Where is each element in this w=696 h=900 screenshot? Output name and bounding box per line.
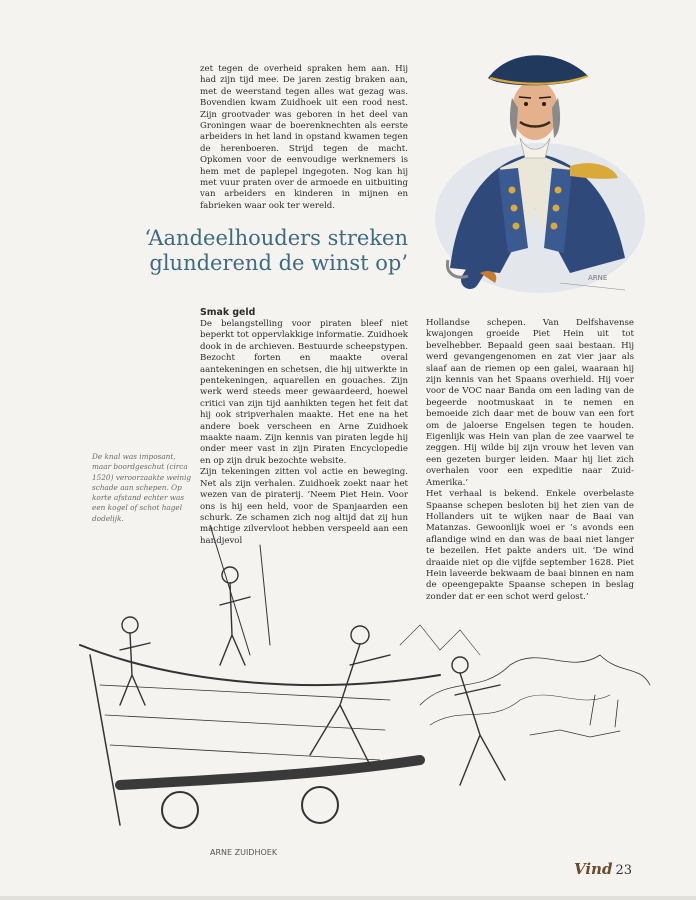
pull-quote-line-1: ‘Aandeelhouders streken [144, 226, 408, 250]
bottom-rule [0, 896, 696, 900]
pull-quote-line-2: glunderend de winst op’ [149, 251, 408, 275]
body-column-left [200, 307, 408, 547]
section-heading: Smak geld [200, 307, 256, 318]
body-paragraph: Zijn tekeningen zitten vol actie en beweging. Net als zijn verhalen. Zuidhoek zoekt naar het wezen van de piraterij. ‘Neem Piet Hein. Voor ons is hij een held, voor de Spanjaarden een schurk. Ze schamen zich nog altijd dat zij hun machtige zilvervloot hebben verspeeld aan een handjevol [200, 467, 408, 546]
image-caption: De knal was imposant, maar boordgeschut (circa 1520) veroorzaakte weinig schade aan schepen. Op korte afstand echter was een kogel of schot hagel dodelijk. [92, 452, 192, 523]
battle-signature: ARNE ZUIDHOEK [210, 848, 278, 857]
portrait-signature: ARNE [588, 274, 608, 282]
page-number: 23 [615, 863, 632, 878]
body-paragraph: Het verhaal is bekend. Enkele overbelaste Spaanse schepen besloten bij het zien van de Hollanders uit te wijken naar de Baai van Matanzas. Gewoonlijk woei er ’s avonds een aflandige wind en dan was de baai niet langer te bezeilen. Het pakte anders uit. ‘De wind draaide niet op die vijfde september 1628. Piet Hein laveerde bekwaam de baai binnen en nam de opeengepakte Spaanse schepen in beslag zonder dat er een schot werd gelost.’ [426, 489, 634, 602]
magazine-name: Vind [573, 860, 613, 878]
pirate-portrait-illustration [420, 18, 650, 303]
intro-paragraph: zet tegen de overheid spraken hem aan. Hij had zijn tijd mee. De jaren zestig braken aan, met de weerstand tegen alles wat gezag was. Bovendien kwam Zuidhoek uit een rood nest. Zijn grootvader was geboren in het deel van Groningen waar de boerenknechten als eerste arbeiders in het land in opstand kwamen tegen de herenboeren. Strijd tegen de macht. Opkomen voor de eenvoudige werknemers is hem met de paplepel ingegoten. Nog kan hij met vuur praten over de armoede en uitbuiting van arbeiders en kinderen in mijnen en fabrieken waar ook ter wereld. [200, 64, 408, 211]
intro-column [200, 64, 408, 212]
page-footer [574, 859, 632, 878]
body-paragraph: Hollandse schepen. Van Delfshavense kwajongen groeide Piet Hein uit tot bevelhebber. Bepaald geen saai bestaan. Hij werd gevangengenomen en zat vier jaar als slaaf aan de riemen op een galei, waaraan hij zijn kennis van het Spaans overhield. Hij voer voor de VOC naar Banda om een lading van de begeerde nootmuskaat in te nemen en bemoeide zich daar met de bouw van een fort om de jaloerse Engelsen tegen te houden. Eigenlijk was Hein van plan de zee vaarwel te zeggen. Hij wilde bij zijn vrouw het leven van een gezeten burger leiden. Maar hij liet zich overhalen voor een expeditie naar Zuid-Amerika.’ [426, 318, 634, 488]
ship-cannon-battle-illustration [60, 525, 660, 865]
pull-quote [118, 226, 408, 276]
body-paragraph: De belangstelling voor piraten bleef niet beperkt tot oppervlakkige informatie. Zuidhoek dook in de archieven. Bestuurde scheepstypen. Bezocht forten en maakte overal aantekeningen en schetsen, die hij uitwerkte in pentekeningen, aquarellen en gouaches. Zijn werk werd steeds meer gewaardeerd, hoewel critici van zijn tijd aanhikten tegen het feit dat hij ook stripverhalen maakte. Het ene na het andere boek verscheen en Arne Zuidhoek maakte naam. Zijn kennis van piraten legde hij onder meer vast in zijn Piraten Encyclopedie en op zijn druk bezochte website. [200, 319, 408, 466]
